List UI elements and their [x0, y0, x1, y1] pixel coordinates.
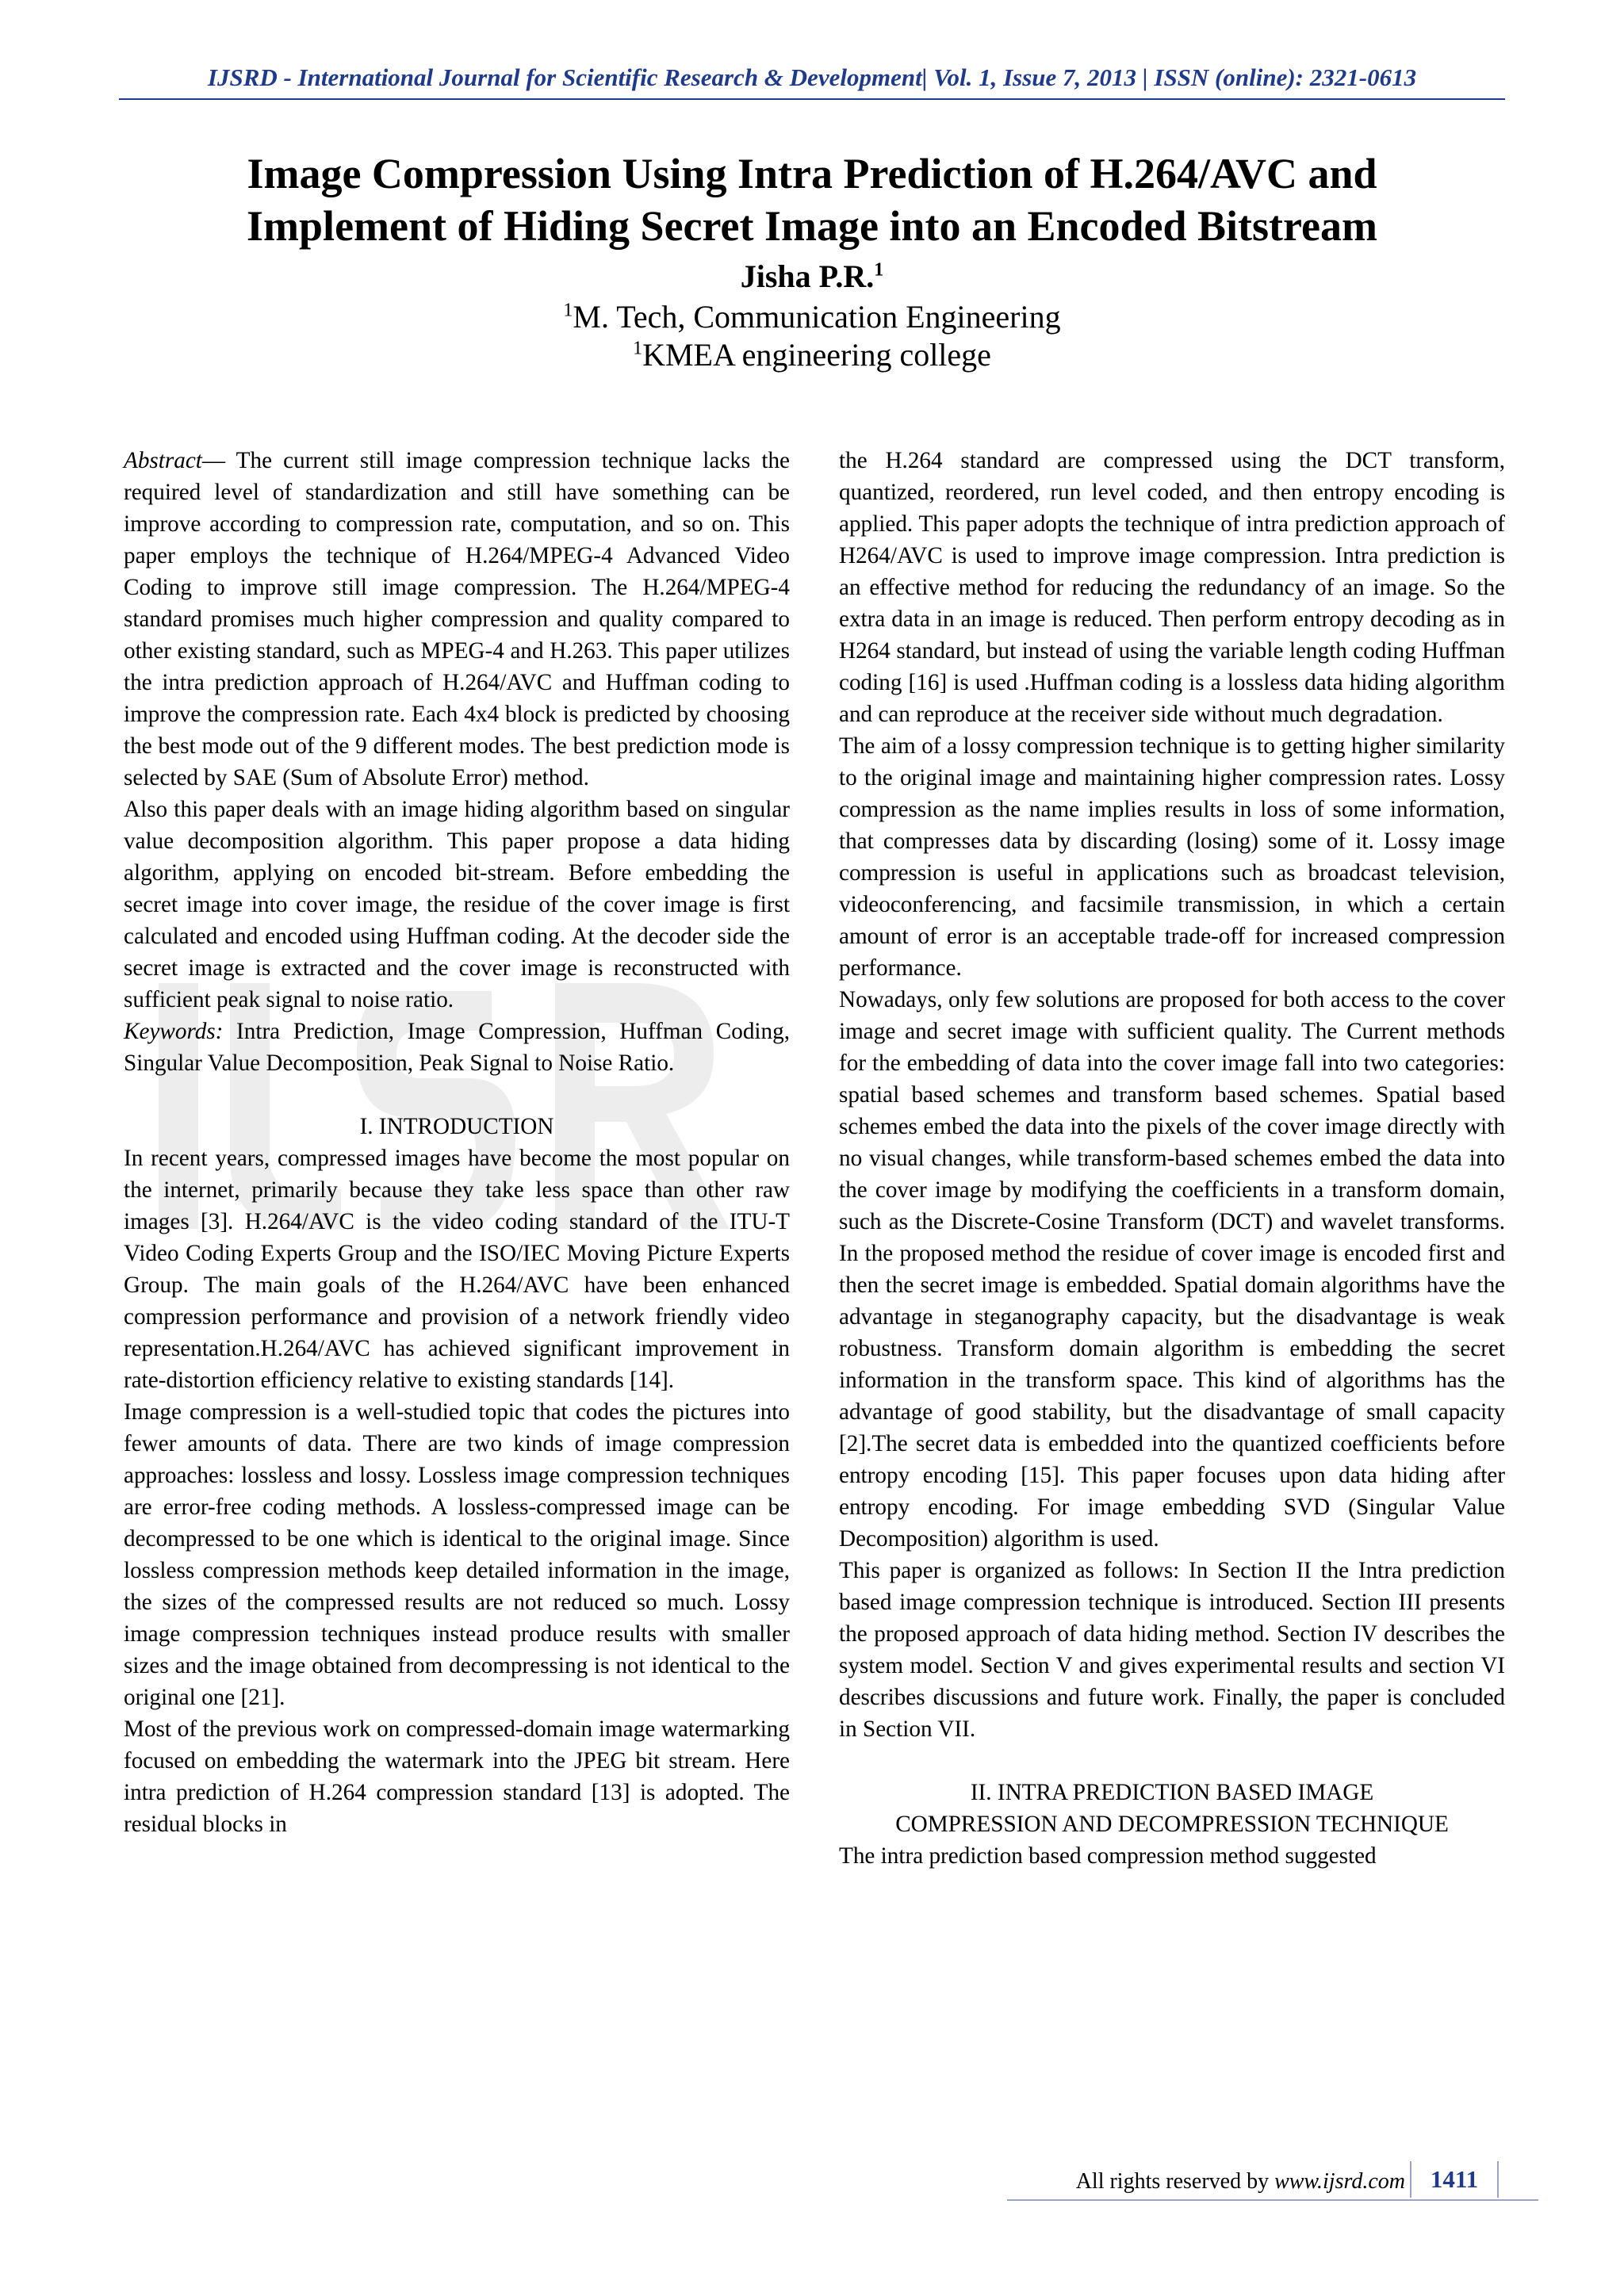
spacer: [839, 1745, 1505, 1777]
author-sup: 1: [874, 259, 884, 281]
footer-rights-text: All rights reserved by: [1075, 2169, 1275, 2194]
left-column: [124, 445, 790, 1840]
author: [119, 258, 1505, 296]
journal-header: IJSRD - International Journal for Scientific Research & Development| Vol. 1, Issue 7, 2013 | ISSN (online): 2321-0613: [207, 63, 1417, 91]
right-paragraph-1: the H.264 standard are compressed using the DCT transform, quantized, reordered, run level coded, and then entropy encoding is applied. This paper adopts the technique of intra prediction approach of H264/AVC is used to improve image compression. Intra prediction is an effective method for reducing the redundancy of an image. So the extra data in an image is reduced. Then perform entropy decoding as in H264 standard, but instead of using the variable length coding Huffman coding [16] is used .Huffman coding is a lossless data hiding algorithm and can reproduce at the receiver side without much degradation.: [839, 448, 1505, 727]
right-paragraph-4: This paper is organized as follows: In Section II the Intra prediction based image compression technique is introduced. Section III presents the proposed approach of data hiding method. Section IV describes the system model. Section V and gives experimental results and section VI describes discussions and future work. Finally, the paper is concluded in Section VII.: [839, 1558, 1505, 1742]
keywords-label: Keywords:: [124, 1019, 224, 1044]
intro-paragraph-1: In recent years, compressed images have become the most popular on the internet, primarily because they take less space than other raw images [3]. H.264/AVC is the video coding standard of the ITU-T Video Coding Experts Group and the ISO/IEC Moving Picture Experts Group. The main goals of the H.264/AVC have been enhanced compression performance and provision of a network friendly video representation.H.264/AVC has achieved significant improvement in rate-distortion efficiency relative to existing standards [14].: [124, 1146, 790, 1393]
affiliation-1: [119, 298, 1505, 336]
footer-url: www.ijsrd.com: [1274, 2169, 1405, 2194]
affiliation-1-text: M. Tech, Communication Engineering: [573, 299, 1061, 335]
spacer: [124, 1079, 790, 1111]
footer-rule: [1007, 2199, 1538, 2201]
right-column: [839, 445, 1505, 1872]
abstract-paragraph-2: Also this paper deals with an image hiding algorithm based on singular value decomposition algorithm. This paper propose a data hiding algorithm, applying on encoded bit-stream. Before embedding the secret image into cover image, the residue of the cover image is first calculated and encoded using Huffman coding. At the decoder side the secret image is extracted and the cover image is reconstructed with sufficient peak signal to noise ratio.: [124, 797, 790, 1012]
intro-paragraph-3: Most of the previous work on compressed-domain image watermarking focused on embedding the watermark into the JPEG bit stream. Here intra prediction of H.264 compression standard [13] is adopted. The residual blocks in: [124, 1716, 790, 1837]
page-number: 1411: [1410, 2161, 1499, 2198]
header-rule: [119, 98, 1505, 100]
section-heading-introduction: I. INTRODUCTION: [359, 1114, 554, 1139]
paper-title: [119, 147, 1505, 252]
section-heading-2-line-2: COMPRESSION AND DECOMPRESSION TECHNIQUE: [895, 1812, 1449, 1837]
abstract-text: — The current still image compression technique lacks the required level of standardization and still have something can be improve according to compression rate, computation, and so on. This paper employs the technique of H.264/MPEG-4 Advanced Video Coding to improve still image compression. The H.264/MPEG-4 standard promises much higher compression and quality compared to other existing standard, such as MPEG-4 and H.263. This paper utilizes the intra prediction approach of H.264/AVC and Huffman coding to improve the compression rate. Each 4x4 block is predicted by choosing the best mode out of the 9 different modes. The best prediction mode is selected by SAE (Sum of Absolute Error) method.: [124, 448, 790, 790]
affiliation-2-text: KMEA engineering college: [642, 337, 991, 373]
section-heading-2-line-1: II. INTRA PREDICTION BASED IMAGE: [970, 1780, 1374, 1805]
affiliation-1-sup: 1: [563, 300, 573, 321]
title-line-1: Image Compression Using Intra Prediction of H.264/AVC and: [247, 150, 1377, 197]
right-paragraph-3: Nowadays, only few solutions are proposed for both access to the cover image and secret image with sufficient quality. The Current methods for the embedding of data into the cover image fall into two categories: spatial based schemes and transform based schemes. Spatial based schemes embed the data into the pixels of the cover image directly with no visual changes, while transform-based schemes embed the data into the cover image by modifying the coefficients in a transform domain, such as the Discrete-Cosine Transform (DCT) and wavelet transforms. In the proposed method the residue of cover image is encoded first and then the secret image is embedded. Spatial domain algorithms have the advantage in steganography capacity, but the disadvantage is weak robustness. Transform domain algorithm is embedding the secret information in the transform space. This kind of algorithms has the advantage of good stability, but the disadvantage of small capacity [2].The secret data is embedded into the quantized coefficients before entropy encoding [15]. This paper focuses upon data hiding after entropy encoding. For image embedding SVD (Singular Value Decomposition) algorithm is used.: [839, 987, 1505, 1552]
title-line-2: Implement of Hiding Secret Image into an Encoded Bitstream: [247, 202, 1377, 250]
keywords: [124, 1016, 790, 1079]
author-name: Jisha P.R.: [740, 258, 875, 294]
affiliation-2: [119, 336, 1505, 374]
abstract-label: Abstract: [124, 448, 202, 473]
affiliation-2-sup: 1: [633, 338, 643, 359]
right-paragraph-5: The intra prediction based compression method suggested: [839, 1843, 1377, 1869]
right-paragraph-2: The aim of a lossy compression technique is to getting higher similarity to the original image and maintaining higher compression rates. Lossy compression as the name implies results in loss of some information, that compresses data by discarding (losing) some of it. Lossy image compression is useful in applications such as broadcast television, videoconferencing, and facsimile transmission, in which a certain amount of error is an acceptable trade-off for increased compression performance.: [839, 733, 1505, 981]
footer-rights: [1076, 2169, 1405, 2195]
keywords-text: Intra Prediction, Image Compression, Huffman Coding, Singular Value Decomposition, Peak Signal to Noise Ratio.: [124, 1019, 790, 1076]
intro-paragraph-2: Image compression is a well-studied topic that codes the pictures into fewer amounts of data. There are two kinds of image compression approaches: lossless and lossy. Lossless image compression techniques are error-free coding methods. A lossless-compressed image can be decompressed to be one which is identical to the original image. Since lossless compression methods keep detailed information in the image, the sizes of the compressed results are not reduced so much. Lossy image compression techniques instead produce results with smaller sizes and the image obtained from decompressing is not identical to the original one [21].: [124, 1399, 790, 1710]
abstract: [124, 445, 790, 794]
